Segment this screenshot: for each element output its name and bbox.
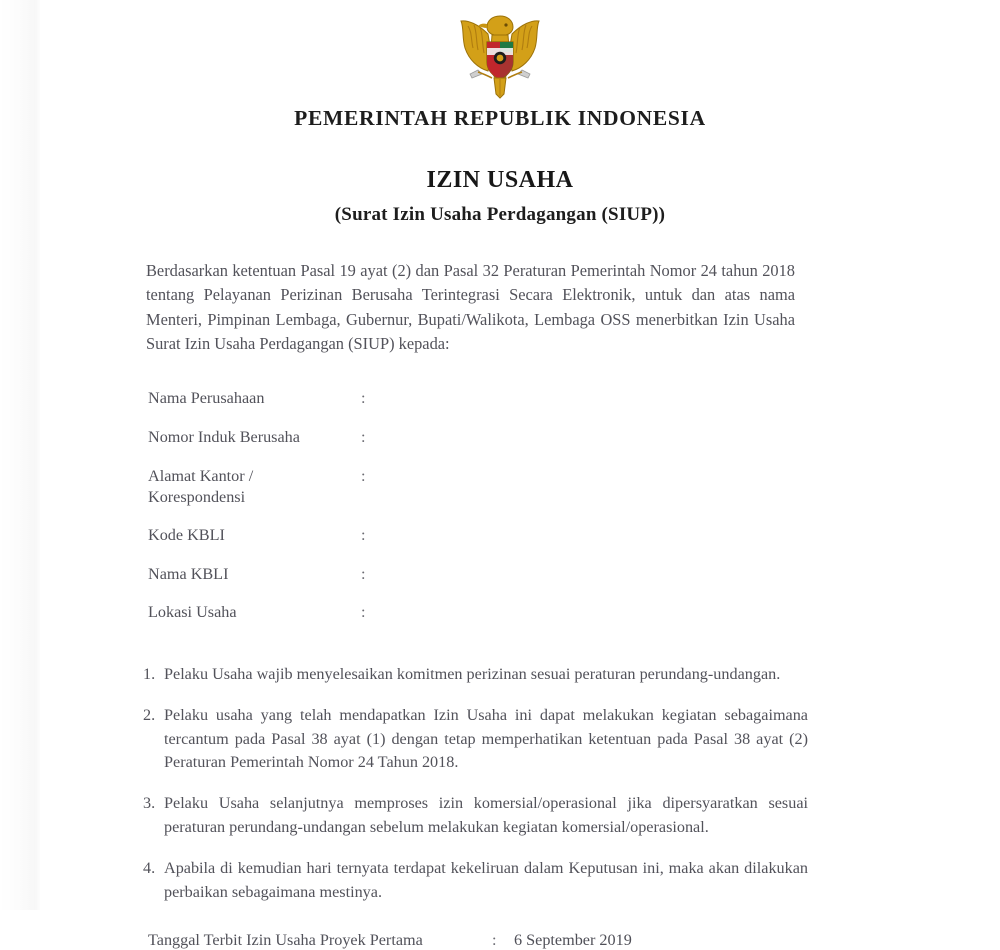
field-label-kode-kbli: Kode KBLI <box>148 525 225 544</box>
table-row <box>148 525 683 564</box>
clause-number: 4. <box>143 858 156 877</box>
clause-number: 1. <box>143 665 156 684</box>
issue-date-row <box>148 931 1000 950</box>
clause-list <box>143 663 808 905</box>
field-label-nama-kbli: Nama KBLI <box>148 564 229 583</box>
field-colon: : <box>361 427 366 446</box>
heading-government: PEMERINTAH REPUBLIK INDONESIA <box>294 106 706 130</box>
clause-number: 3. <box>143 794 156 813</box>
field-value-nomor-induk-berusaha <box>383 427 683 466</box>
company-details-table <box>148 388 683 641</box>
field-value-lokasi-usaha <box>383 602 683 641</box>
issue-date-colon: : <box>492 930 497 949</box>
field-label-lokasi-usaha: Lokasi Usaha <box>148 603 237 622</box>
field-label-alamat-kantor-line2: Korespondensi <box>148 488 246 507</box>
field-label-alamat-kantor <box>148 466 361 525</box>
list-item <box>143 663 808 687</box>
table-row <box>148 427 683 466</box>
table-row <box>148 466 683 525</box>
clause-text: Pelaku usaha yang telah mendapatkan Izin Usaha ini dapat melakukan kegiatan sebagaimana tercantum pada Pasal 38 ayat (1) dengan tetap memperhatikan ketentuan pada Pasal 38 ayat (2) Peraturan Pemerintah Nomor 24 Tahun 2018. <box>164 705 808 772</box>
field-colon: : <box>361 389 366 408</box>
emblem-container <box>0 0 1000 96</box>
list-item <box>143 857 808 905</box>
list-item <box>143 704 808 775</box>
field-value-alamat-kantor <box>383 466 683 525</box>
issue-date-label: Tanggal Terbit Izin Usaha Proyek Pertama <box>148 930 423 949</box>
field-value-nama-perusahaan <box>383 388 683 427</box>
intro-paragraph: Berdasarkan ketentuan Pasal 19 ayat (2) dan Pasal 32 Peraturan Pemerintah Nomor 24 tahun 2018 tentang Pelayanan Perizinan Berusaha Terintegrasi Secara Elektronik, untuk dan atas nama Menteri, Pimpinan Lembaga, Gubernur, Bupati/Walikota, Lembaga OSS menerbitkan Izin Usaha Surat Izin Usaha Perdagangan (SIUP) kepada: <box>146 261 795 353</box>
table-row <box>148 564 683 603</box>
field-value-nama-kbli <box>383 564 683 603</box>
field-colon: : <box>361 525 366 544</box>
garuda-pancasila-emblem <box>448 8 552 100</box>
field-colon: : <box>361 564 366 583</box>
field-colon: : <box>361 603 366 622</box>
clause-text: Pelaku Usaha selanjutnya memproses izin komersial/operasional jika dipersyaratkan sesuai peraturan perundang-undangan sebelum melakukan kegiatan komersial/operasional. <box>164 794 808 837</box>
field-label-alamat-kantor-line1: Alamat Kantor / <box>148 466 254 485</box>
clause-text: Apabila di kemudian hari ternyata terdapat kekeliruan dalam Keputusan ini, maka akan dilakukan perbaikan sebagaimana mestinya. <box>164 858 808 901</box>
clause-text: Pelaku Usaha wajib menyelesaikan komitmen perizinan sesuai peraturan perundang-undangan. <box>164 665 781 684</box>
page-title: IZIN USAHA <box>426 167 574 193</box>
table-row <box>148 388 683 427</box>
table-row <box>148 602 683 641</box>
field-label-nomor-induk-berusaha: Nomor Induk Berusaha <box>148 427 300 446</box>
list-item <box>143 792 808 840</box>
field-value-kode-kbli <box>383 525 683 564</box>
issue-date-value: 6 September 2019 <box>514 930 632 949</box>
clause-number: 2. <box>143 705 156 724</box>
field-colon: : <box>361 466 366 485</box>
field-label-nama-perusahaan: Nama Perusahaan <box>148 389 265 408</box>
page-subtitle: (Surat Izin Usaha Perdagangan (SIUP)) <box>334 204 666 225</box>
